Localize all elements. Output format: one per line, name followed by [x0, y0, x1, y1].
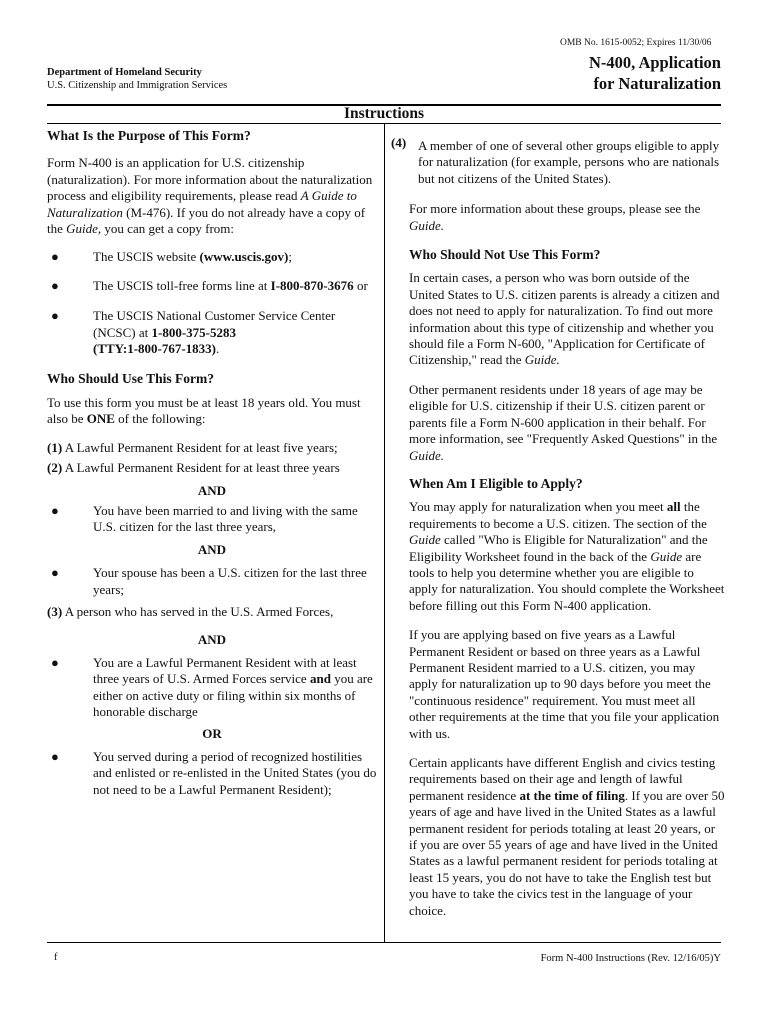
form-title-line1: N-400, Application — [588, 53, 721, 72]
list-item-married: ● You have been married to and living with the same U.S. citizen for the last three years, — [51, 502, 358, 535]
list-item-armed-forces: ● You are a Lawful Permanent Resident with at least three years of U.S. Armed Forces service and you are either on active duty or filing within six months of honorable discharge — [51, 654, 373, 719]
heading-who-should-use: Who Should Use This Form? — [47, 371, 215, 387]
and-label: AND — [197, 482, 227, 498]
eligibility-item-2: (2) A Lawful Permanent Resident for at least three years — [47, 460, 340, 476]
heading-who-should-not-use: Who Should Not Use This Form? — [409, 247, 601, 263]
bullet-icon: ● — [51, 502, 59, 518]
column-divider — [384, 124, 385, 942]
eligibility-item-1: (1) A Lawful Permanent Resident for at least five years; — [47, 439, 338, 455]
list-item-hostilities: ● You served during a period of recognized hostilities and enlisted or re-enlisted in the United States (you do not need to be a Lawful Permanent Resident); — [51, 748, 377, 797]
or-label: OR — [202, 726, 222, 742]
form-title — [589, 52, 721, 94]
form-title-line2: for Naturalization — [593, 74, 721, 93]
bullet-icon: ● — [51, 654, 59, 670]
bullet-icon: ● — [51, 249, 59, 265]
when-eligible-paragraph: You may apply for naturalization when you meet all the requirements to become a U.S. citizen. The section of the Guide called "Who is Eligible for Naturalization" and the Eligibility Worksheet found in the back of the Guide are tools to help you determine whether you are eligible to apply for naturalization. You should complete the Worksheet before filling out this Form N-400 application. — [409, 499, 725, 613]
bullet-icon: ● — [51, 565, 59, 581]
and-label: AND — [197, 632, 227, 648]
list-item-forms-line: ● The USCIS toll-free forms line at I-800-870-3676 or — [51, 277, 368, 293]
heading-when-eligible: When Am I Eligible to Apply? — [409, 475, 583, 491]
bullet-icon: ● — [51, 277, 59, 293]
more-info-paragraph: For more information about these groups, please see the Guide. — [409, 201, 701, 233]
testing-requirements-paragraph: Certain applicants have different English and civics testing requirements based on their age and length of lawful permanent residence at the time of filing. If you are over 50 years of age and have lived in the United States as a lawful permanent resident for periods totaling at least 20 years, or if you are over 55 years of age and have lived in the United States as a lawful permanent resident for periods totaling at least 15 years, you do not have to take the English test but you have to take the civics test in the language of your choice. — [409, 755, 725, 918]
continuous-residence-paragraph: If you are applying based on five years as a Lawful Permanent Resident or based on three years as a Lawful Permanent Resident married to a U.S. citizen, you may apply for naturalization up to 90 days before you meet the "continuous residence" requirement. You must meet all other requirements at the time that you file your application with us. — [409, 627, 720, 741]
who-should-not-use-paragraph: In certain cases, a person who was born outside of the United States to U.S. citizen parents is already a citizen and does not need to apply for naturalization. To find out more information about this type of citizenship and whether you should file a Form N-600, "Application for Certificate of Citizenship," read the Guide. — [409, 270, 720, 368]
footer-rule — [47, 942, 721, 943]
omb-number: OMB No. 1615-0052; Expires 11/30/06 — [560, 38, 712, 48]
and-label: AND — [197, 541, 227, 557]
footer-form-revision: Form N-400 Instructions (Rev. 12/16/05)Y — [540, 953, 721, 964]
who-should-use-paragraph: To use this form you must be at least 18 years old. You must also be ONE of the following: — [47, 394, 361, 427]
agency-subname: U.S. Citizenship and Immigration Services — [47, 80, 228, 91]
left-column — [47, 124, 377, 798]
list-item-spouse: ● Your spouse has been a U.S. citizen for the last three years; — [51, 565, 367, 597]
right-column — [391, 124, 725, 919]
agency-name: Department of Homeland Security — [47, 67, 202, 78]
eligibility-item-3: (3) A person who has served in the U.S. Armed Forces, — [47, 603, 334, 619]
bullet-icon: ● — [51, 748, 59, 764]
list-item-website: ● The USCIS website (www.uscis.gov); — [51, 249, 292, 265]
purpose-paragraph: Form N-400 is an application for U.S. citizenship (naturalization). For more information about the naturalization process and eligibility requirements, please read A Guide to Naturalization (M-476). If you do not already have a copy of the Guide, you can get a copy from: — [47, 155, 373, 237]
section-title: Instructions — [343, 105, 425, 122]
list-item-ncsc: ● The USCIS National Customer Service Center (NCSC) at 1-800-375-5283 (TTY:1-800-767-1833). — [51, 308, 336, 357]
heading-purpose: What Is the Purpose of This Form? — [47, 128, 251, 143]
under-18-paragraph: Other permanent residents under 18 years of age may be eligible for U.S. citizenship if their U.S. citizen parent or parents file a Form N-600 application in their behalf. For more information, see "Frequently Asked Questions" in the Guide. — [409, 381, 718, 463]
bullet-icon: ● — [51, 308, 59, 324]
agency-block — [47, 66, 227, 92]
eligibility-item-4: (4) A member of one of several other groups eligible to apply for naturalization (for example, persons who are nationals but not citizens of the United States). — [391, 135, 720, 186]
footer-left: f — [54, 952, 58, 963]
